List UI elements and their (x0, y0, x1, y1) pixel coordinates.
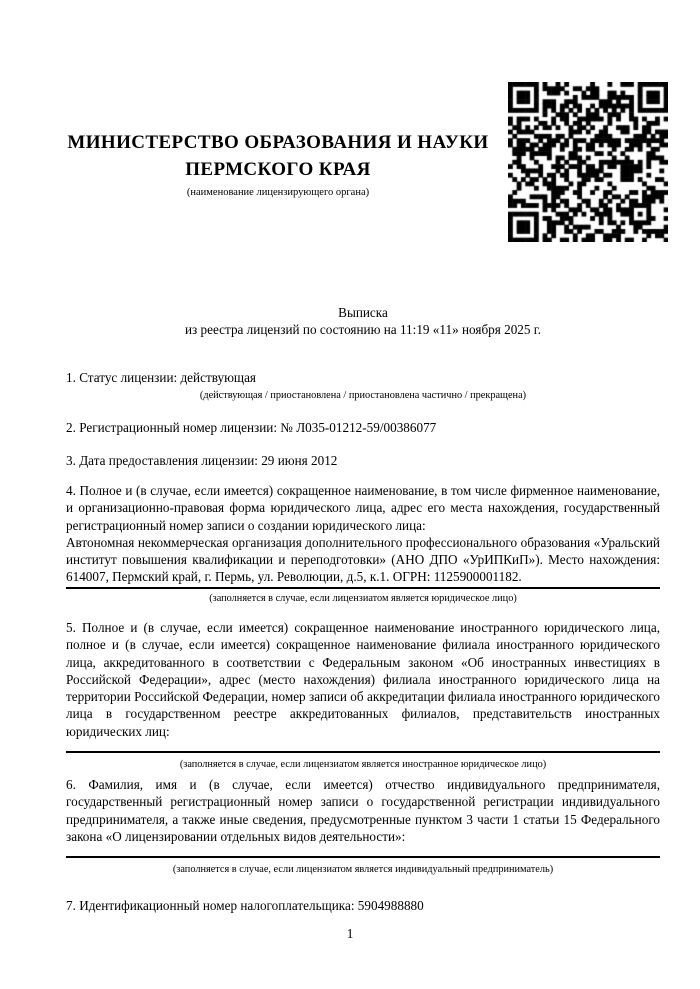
item-5-blank-line (66, 740, 660, 753)
item-6-caption: (заполняется в случае, если лицензиатом является индивидуальный предприниматель) (172, 864, 554, 876)
item-6-text: 6. Фамилия, имя и (в случае, если имеется) отчество индивидуального предпринимателя, государственный регистрационный номер записи о государственной регистрации индивидуального предпринимателя, а также иные сведения, предусмотренные пунктом 3 части 1 статьи 15 Федерального закона «О лицензировании отдельных видов деятельности»: (66, 777, 660, 844)
item-7-taxpayer-id (66, 897, 660, 914)
ministry-caption: (наименование лицензирующего органа) (186, 187, 370, 198)
item-7-text: 7. Идентификационный номер налогоплательщика: 5904988880 (66, 898, 424, 913)
item-1-caption: (действующая / приостановлена / приостановлена частично / прекращена) (199, 390, 527, 402)
item-6-individual-entrepreneur (66, 776, 660, 876)
item-6-blank-line (66, 845, 660, 858)
item-3-license-date (66, 452, 660, 469)
ministry-name-line2: ПЕРМСКОГО КРАЯ (185, 159, 371, 180)
item-2-text: 2. Регистрационный номер лицензии: № Л035-01212-59/00386077 (66, 420, 437, 435)
item-5-foreign-entity (66, 619, 660, 771)
item-4-legal-entity (66, 482, 660, 605)
item-4-caption: (заполняется в случае, если лицензиатом является юридическое лицо) (209, 592, 517, 604)
item-2-registration-number (66, 419, 660, 436)
item-3-text: 3. Дата предоставления лицензии: 29 июня 2012 (66, 453, 338, 468)
item-4-filled-block (66, 482, 660, 589)
document-title-line1: Выписка (338, 305, 388, 320)
item-5-caption: (заполняется в случае, если лицензиатом является иностранное юридическое лицо) (179, 759, 547, 771)
item-1-text: 1. Статус лицензии: действующая (66, 370, 257, 385)
item-4-text: 4. Полное и (в случае, если имеется) сокращенное наименование, в том числе фирменное наименование, и организационно-правовая форма юридического лица, адрес его места нахождения, государственный регистрационный номер записи о создании юридического лица: (66, 483, 660, 533)
item-1-license-status (66, 369, 660, 402)
ministry-name-line1: МИНИСТЕРСТВО ОБРАЗОВАНИЯ И НАУКИ (67, 132, 489, 153)
document-title-line2: из реестра лицензий по состоянию на 11:19 «11» ноября 2025 г. (184, 322, 542, 338)
document-title (66, 304, 660, 339)
item-4-value: Автономная некоммерческая организация дополнительного профессионального образования «Уральский институт повышения квалификации и переподготовки» (АНО ДПО «УрИПКиП»). Место нахождения: 614007, Пермский край, г. Пермь, ул. Революции, д.5, к.1. ОГРН: 1125900001182. (66, 534, 660, 585)
item-5-text: 5. Полное и (в случае, если имеется) сокращенное наименование иностранного юридического лица, полное и (в случае, если имеется) сокращенное наименование филиала иностранного юридического лица, аккредитованного в соответствии с Федеральным законом «Об иностранных инвестициях в Российской Федерации», адрес (место нахождения) филиала иностранного юридического лица на территории Российской Федерации, номер записи об аккредитации филиала иностранного юридического лица в государственном реестре аккредитованных филиалов, представительств иностранных юридических лиц: (66, 620, 660, 739)
page-number: 1 (346, 926, 354, 941)
ministry-header (66, 129, 490, 199)
qr-code (508, 82, 668, 242)
